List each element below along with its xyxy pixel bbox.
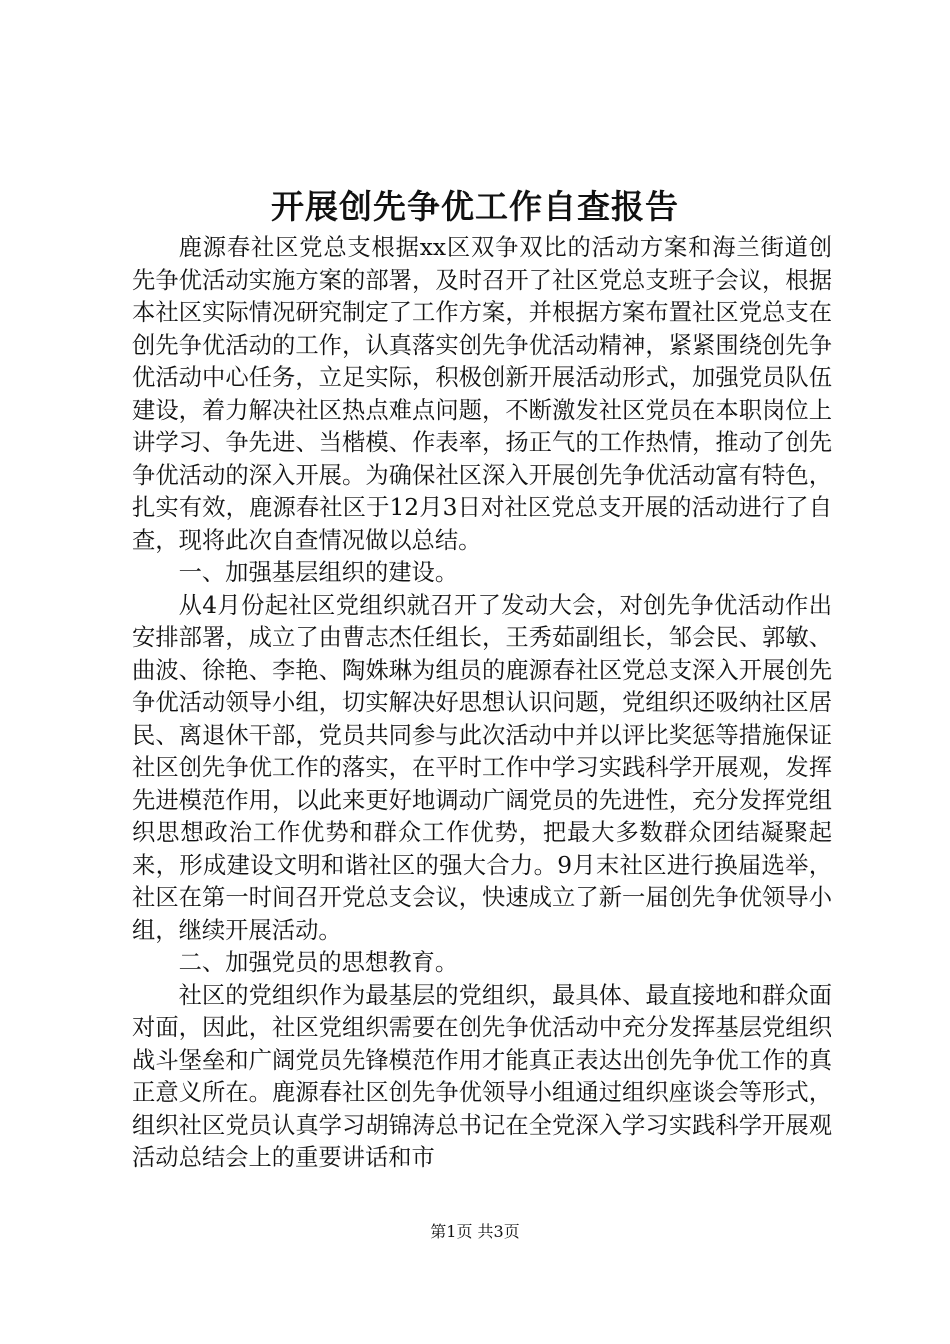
section-1-paragraph: 从4月份起社区党组织就召开了发动大会，对创先争优活动作出安排部署，成立了由曹志杰任组长，王秀茹副组长，邹会民、郭敏、曲波、徐艳、李艳、陶姝琳为组员的鹿源春社区党总支深入开展创先争优活动领导小组，切实解决好思想认识问题，党组织还吸纳社区居民、离退休干部，党员共同参与此次活动中并以评比奖惩等措施保证社区创先争优工作的落实，在平时工作中学习实践科学开展观，发挥先进模范作用，以此来更好地调动广阔党员的先进性，充分发挥党组织思想政治工作优势和群众工作优势，把最大多数群众团结凝聚起来，形成建设文明和谐社区的强大合力。9月末社区进行换届选举，社区在第一时间召开党总支会议，快速成立了新一届创先争优领导小组，继续开展活动。 [132, 591, 832, 944]
intro-paragraph: 鹿源春社区党总支根据xx区双争双比的活动方案和海兰街道创先争优活动实施方案的部署，及时召开了社区党总支班子会议，根据本社区实际情况研究制定了工作方案，并根据方案布置社区党总支在创先争优活动的工作，认真落实创先争优活动精神，紧紧围绕创先争优活动中心任务，立足实际，积极创新开展活动形式，加强党员队伍建设，着力解决社区热点难点问题，不断激发社区党员在本职岗位上讲学习、争先进、当楷模、作表率，扬正气的工作热情，推动了创先争优活动的深入开展。为确保社区深入开展创先争优活动富有特色，扎实有效，鹿源春社区于12月3日对社区党总支开展的活动进行了自查，现将此次自查情况做以总结。 [132, 234, 832, 554]
section-heading-2: 二、加强党员的思想教育。 [178, 949, 459, 976]
section-heading-1: 一、加强基层组织的建设。 [178, 559, 459, 586]
document-body [132, 232, 832, 1175]
section-2-paragraph: 社区的党组织作为最基层的党组织，最具体、最直接地和群众面对面，因此，社区党组织需要在创先争优活动中充分发挥基层党组织战斗堡垒和广阔党员先锋模范作用才能真正表达出创先争优工作的真正意义所在。鹿源春社区创先争优领导小组通过组织座谈会等形式，组织社区党员认真学习胡锦涛总书记在全党深入学习实践科学开展观活动总结会上的重要讲话和市 [132, 981, 832, 1171]
document-title: 开展创先争优工作自查报告 [271, 187, 679, 226]
page-number-footer: 第1页 共3页 [430, 1222, 520, 1241]
